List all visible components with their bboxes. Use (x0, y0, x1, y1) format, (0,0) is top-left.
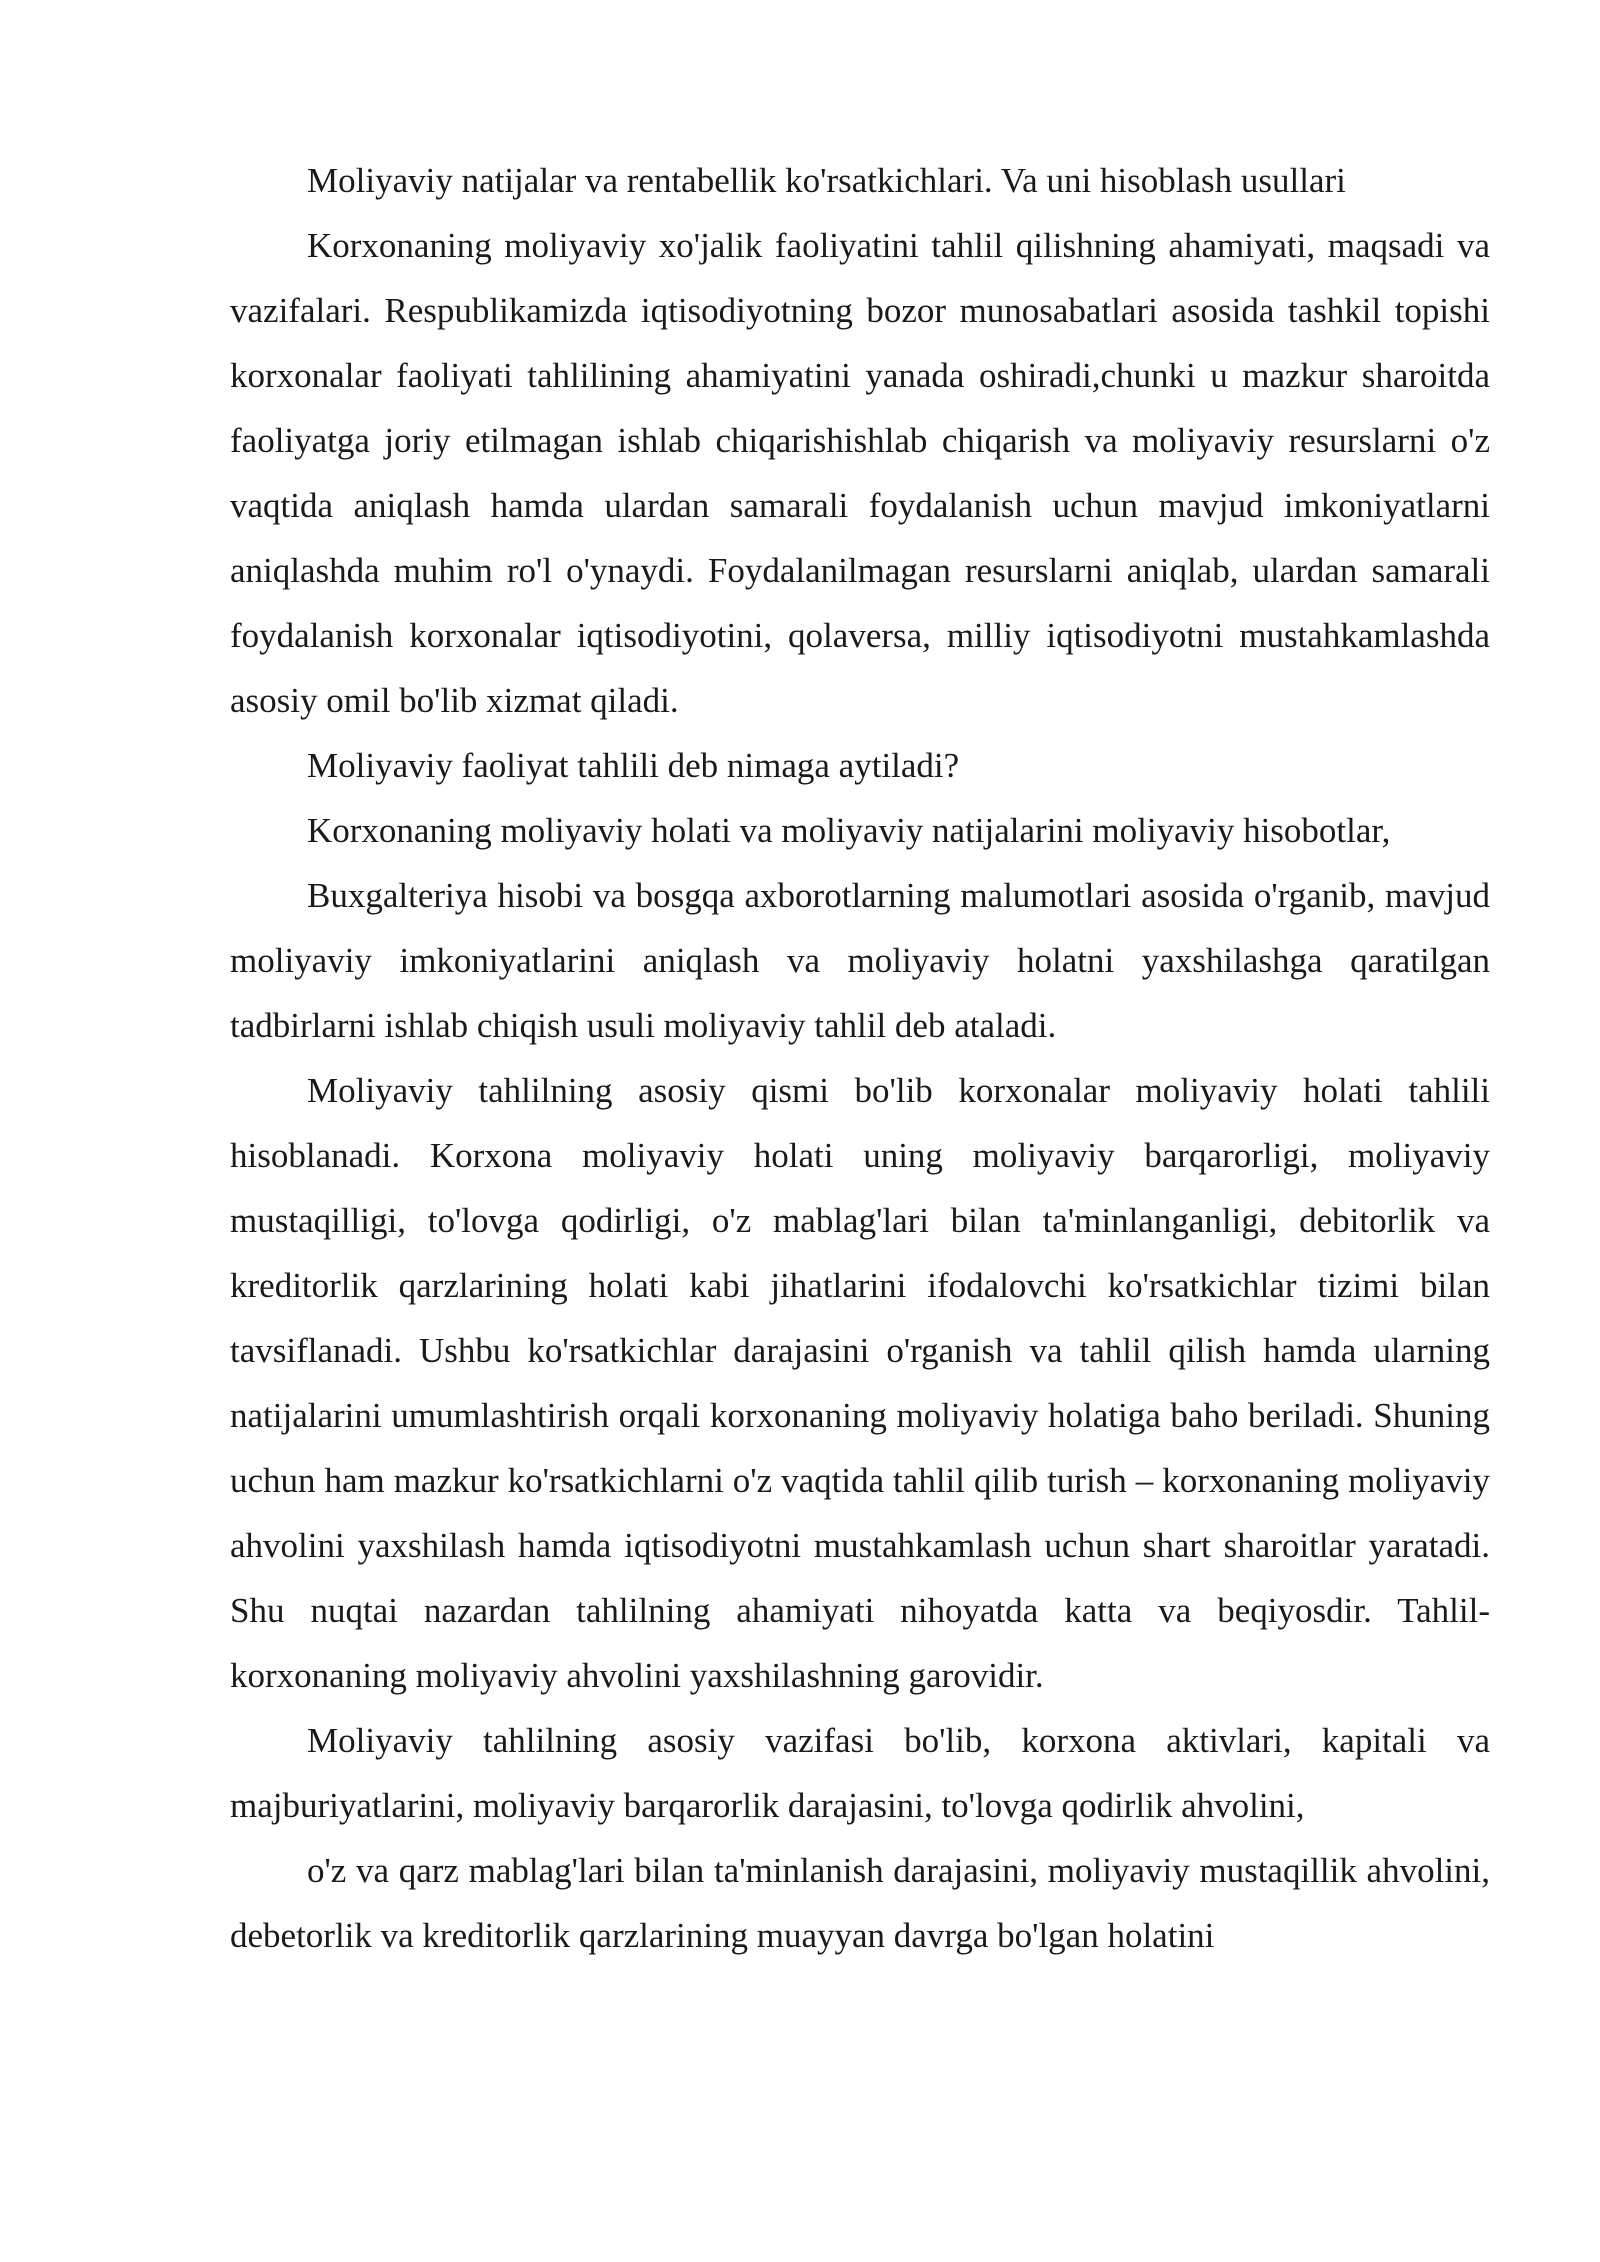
paragraph-question: Moliyaviy faoliyat tahlili deb nimaga aytiladi? (307, 746, 960, 785)
document-page (230, 148, 1490, 1968)
paragraph-definition-start: Korxonaning moliyaviy holati va moliyaviy natijalarini moliyaviy hisobotlar, (307, 811, 1391, 850)
paragraph-definition: Buxgalteriya hisobi va bosgqa axborotlarning malumotlari asosida o'rganib, mavjud moliyaviy imkoniyatlarini aniqlash va moliyaviy holatni yaxshilashga qaratilgan tadbirlarni ishlab chiqish usuli moliyaviy tahlil deb ataladi. (230, 876, 1490, 1045)
paragraph-continuation: o'z va qarz mablag'lari bilan ta'minlanish darajasini, moliyaviy mustaqillik ahvolini, debetorlik va kreditorlik qarzlarining muayyan davrga bo'lgan holatini (230, 1851, 1490, 1955)
paragraph-financial-state: Moliyaviy tahlilning asosiy qismi bo'lib korxonalar moliyaviy holati tahlili hisoblanadi. Korxona moliyaviy holati uning moliyaviy barqarorligi, moliyaviy mustaqilligi, to'lovga qodirligi, o'z mablag'lari bilan ta'minlanganligi, debitorlik va kreditorlik qarzlarining holati kabi jihatlarini ifodalovchi ko'rsatkichlar tizimi bilan tavsiflanadi. Ushbu ko'rsatkichlar darajasini o'rganish va tahlil qilish hamda ularning natijalarini umumlashtirish orqali korxonaning moliyaviy holatiga baho beriladi. Shuning uchun ham mazkur ko'rsatkichlarni o'z vaqtida tahlil qilib turish – korxonaning moliyaviy ahvolini yaxshilash hamda iqtisodiyotni mustahkamlash uchun shart sharoitlar yaratadi. Shu nuqtai nazardan tahlilning ahamiyati nihoyatda katta va beqiyosdir. Tahlil- korxonaning moliyaviy ahvolini yaxshilashning garovidir. (230, 1071, 1490, 1695)
paragraph-importance-goals: Korxonaning moliyaviy xo'jalik faoliyatini tahlil qilishning ahamiyati, maqsadi va vazifalari. Respublikamizda iqtisodiyotning bozor munosabatlari asosida tashkil topishi korxonalar faoliyati tahlilining ahamiyatini yanada oshiradi,chunki u mazkur sharoitda faoliyatga joriy etilmagan ishlab chiqarishishlab chiqarish va moliyaviy resurslarni o'z vaqtida aniqlash hamda ulardan samarali foydalanish uchun mavjud imkoniyatlarni aniqlashda muhim ro'l o'ynaydi. Foydalanilmagan resurslarni aniqlab, ulardan samarali foydalanish korxonalar iqtisodiyotini, qolaversa, milliy iqtisodiyotni mustahkamlashda asosiy omil bo'lib xizmat qiladi. (230, 226, 1490, 720)
paragraph-main-task: Moliyaviy tahlilning asosiy vazifasi bo'lib, korxona aktivlari, kapitali va majburiyatlarini, moliyaviy barqarorlik darajasini, to'lovga qodirlik ahvolini, (230, 1721, 1490, 1825)
document-title: Moliyaviy natijalar va rentabellik ko'rsatkichlari. Va uni hisoblash usullari (307, 161, 1346, 200)
